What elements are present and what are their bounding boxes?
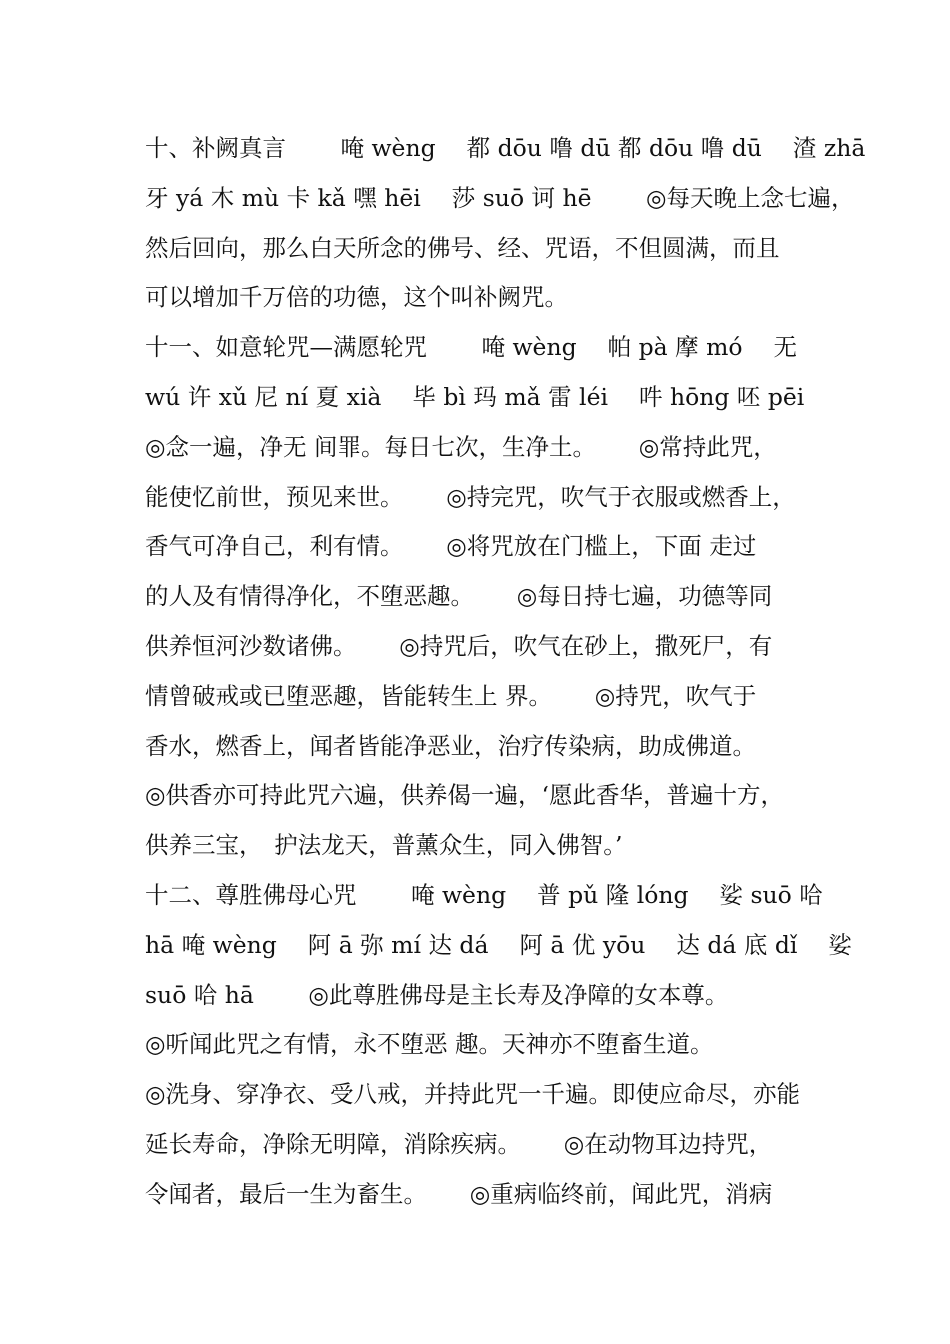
text-line: 供养三宝， 护法龙天，普薰众生，同入佛智。’ bbox=[145, 831, 623, 860]
body-text bbox=[145, 124, 866, 1220]
text-line: ◎洗身、穿净衣、受八戒，并持此咒一千遍。即使应命尽，亦能 bbox=[145, 1080, 801, 1109]
text-line: 十、补阙真言 唵 wèng 都 dōu 噜 dū 都 dōu 噜 dū 渣 zhā bbox=[145, 134, 866, 162]
text-line: wú 许 xǔ 尼 ní 夏 xià 毕 bì 玛 mǎ 雷 léi 吽 hōng 呸 pēi bbox=[145, 382, 805, 411]
text-line: ◎念一遍，净无 间罪。每日七次，生净土。 ◎常持此咒， bbox=[145, 432, 777, 461]
text-line: 令闻者，最后一生为畜生。 ◎重病临终前，闻此咒，消病 bbox=[145, 1179, 773, 1208]
text-line: 能使忆前世，预见来世。 ◎持完咒，吹气于衣服或燃香上， bbox=[145, 482, 796, 511]
text-line: 牙 yá 木 mù 卡 kǎ 嘿 hēi 莎 suō 诃 hē ◎每天晚上念七遍， bbox=[145, 183, 855, 212]
text-line: 情曾破戒或已堕恶趣，皆能转生上 界。 ◎持咒，吹气于 bbox=[145, 681, 757, 710]
text-line: 香水，燃香上，闻者皆能净恶业，治疗传染病，助成佛道。 bbox=[145, 731, 756, 760]
text-line: ◎听闻此咒之有情，永不堕恶 趣。天神亦不堕畜生道。 bbox=[145, 1030, 714, 1059]
text-line: suō 哈 hā ◎此尊胜佛母是主长寿及净障的女本尊。 bbox=[145, 980, 729, 1009]
text-line: hā 唵 wèng 阿 ā 弥 mí 达 dá 阿 ā 优 yōu 达 dá 底 dǐ 娑 bbox=[145, 930, 852, 959]
text-line: 供养恒河沙数诸佛。 ◎持咒后，吹气在砂上，撒死尸，有 bbox=[145, 631, 773, 660]
text-line: 可以增加千万倍的功德，这个叫补阙咒。 bbox=[145, 283, 568, 312]
text-line: 的人及有情得净化，不堕恶趣。 ◎每日持七遍，功德等同 bbox=[145, 582, 773, 611]
text-line: 十一、如意轮咒—满愿轮咒 唵 wèng 帕 pà 摩 mó 无 bbox=[145, 333, 797, 362]
text-line: 延长寿命，净除无明障，消除疾病。 ◎在动物耳边持咒， bbox=[145, 1129, 773, 1158]
text-line: 香气可净自己，利有情。 ◎将咒放在门槛上，下面 走过 bbox=[145, 532, 757, 561]
text-line: 十二、尊胜佛母心咒 唵 wèng 普 pǔ 隆 lóng 娑 suō 哈 bbox=[145, 880, 823, 909]
text-line: ◎供香亦可持此咒六遍，供养偈一遍，‘愿此香华，普遍十方， bbox=[145, 781, 784, 810]
text-line: 然后回向，那么白天所念的佛号、经、咒语，不但圆满，而且 bbox=[145, 233, 780, 262]
